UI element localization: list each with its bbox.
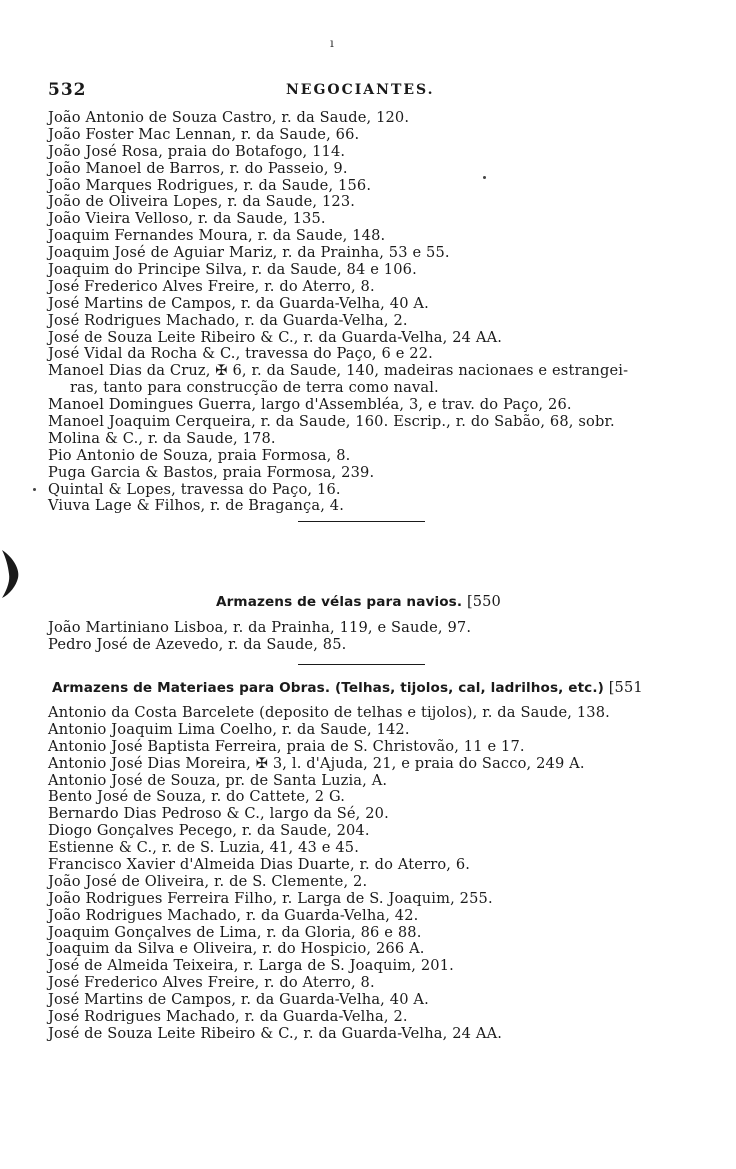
list-entry: Diogo Gonçalves Pecego, r. da Saude, 204. xyxy=(48,822,370,840)
running-title: NEGOCIANTES. xyxy=(286,82,435,98)
list-entry: João José Rosa, praia do Botafogo, 114. xyxy=(48,142,346,160)
merchant-list xyxy=(48,110,688,515)
list-entry: Pedro José de Azevedo, r. da Saude, 85. xyxy=(48,635,347,653)
page-edge-mark xyxy=(0,548,22,600)
page-header xyxy=(48,80,688,102)
list-entry: João Manoel de Barros, r. do Passeio, 9. xyxy=(48,159,348,177)
top-mark: ı xyxy=(330,36,334,50)
section-heading-materials-number: [551 xyxy=(608,679,643,696)
list-entry: Puga Garcia & Bastos, praia Formosa, 239. xyxy=(48,463,375,481)
section-heading-materials-title: Armazens de Materiaes para Obras. (Telhas, tijolos, cal, ladrilhos, etc.) xyxy=(52,680,604,696)
sails-list xyxy=(48,620,688,654)
list-entry: José Martins de Campos, r. da Guarda-Velha, 40 A. xyxy=(48,294,429,312)
section-heading-sails-title: Armazens de vélas para navios. xyxy=(216,594,463,610)
list-entry: Antonio José Dias Moreira, ✠ 3, l. d'Ajuda, 21, e praia do Sacco, 249 A. xyxy=(48,754,585,772)
list-entry: ras, tanto para construcção de terra como naval. xyxy=(70,379,439,397)
list-entry: Viuva Lage & Filhos, r. de Bragança, 4. xyxy=(48,497,345,515)
list-entry: Molina & C., r. da Saude, 178. xyxy=(48,429,276,447)
section-divider xyxy=(298,664,425,665)
list-entry: João Marques Rodrigues, r. da Saude, 156. xyxy=(48,176,372,194)
list-entry: Joaquim da Silva e Oliveira, r. do Hospicio, 266 A. xyxy=(48,940,425,958)
list-entry: Joaquim José de Aguiar Mariz, r. da Prainha, 53 e 55. xyxy=(48,244,450,262)
list-entry: Manoel Domingues Guerra, largo d'Assembléa, 3, e trav. do Paço, 26. xyxy=(48,396,572,414)
list-entry: Pio Antonio de Souza, praia Formosa, 8. xyxy=(48,446,351,464)
list-entry: Antonio da Costa Barcelete (deposito de telhas e tijolos), r. da Saude, 138. xyxy=(48,704,610,721)
list-entry: José de Souza Leite Ribeiro & C., r. da Guarda-Velha, 24 AA. xyxy=(48,328,503,346)
list-entry: Joaquim Gonçalves de Lima, r. da Gloria, 86 e 88. xyxy=(48,923,422,941)
list-entry: João Rodrigues Machado, r. da Guarda-Velha, 42. xyxy=(48,906,419,924)
speck-dot xyxy=(483,176,486,179)
list-entry: Francisco Xavier d'Almeida Dias Duarte, r. do Aterro, 6. xyxy=(48,856,471,874)
margin-dot xyxy=(33,488,36,491)
list-entry: Estienne & C., r. de S. Luzia, 41, 43 e 45. xyxy=(48,839,360,857)
list-entry: João Martiniano Lisboa, r. da Prainha, 119, e Saude, 97. xyxy=(48,619,472,636)
list-entry: João José de Oliveira, r. de S. Clemente, 2. xyxy=(48,872,368,890)
list-entry: Quintal & Lopes, travessa do Paço, 16. xyxy=(48,480,341,498)
list-entry: Joaquim Fernandes Moura, r. da Saude, 148. xyxy=(48,227,386,245)
list-entry: Antonio José de Souza, pr. de Santa Luzia, A. xyxy=(48,771,388,789)
section-heading-materials xyxy=(52,679,643,696)
list-entry: José Frederico Alves Freire, r. do Aterro, 8. xyxy=(48,974,375,992)
list-entry: José Rodrigues Machado, r. da Guarda-Velha, 2. xyxy=(48,1008,408,1026)
list-entry: José Martins de Campos, r. da Guarda-Velha, 40 A. xyxy=(48,991,429,1009)
list-entry: José Vidal da Rocha & C., travessa do Paço, 6 e 22. xyxy=(48,345,433,363)
list-entry: Antonio José Baptista Ferreira, praia de S. Christovão, 11 e 17. xyxy=(48,737,525,755)
list-entry: José de Almeida Teixeira, r. Larga de S. Joaquim, 201. xyxy=(48,957,454,975)
list-entry: João Antonio de Souza Castro, r. da Saude, 120. xyxy=(48,109,410,126)
list-entry: Manoel Dias da Cruz, ✠ 6, r. da Saude, 140, madeiras nacionaes e estrangei- xyxy=(48,362,629,380)
section-divider xyxy=(298,521,425,522)
section-heading-sails xyxy=(216,593,501,610)
list-entry: Bento José de Souza, r. do Cattete, 2 G. xyxy=(48,788,346,806)
list-entry: Antonio Joaquim Lima Coelho, r. da Saude, 142. xyxy=(48,720,410,738)
list-entry: José Rodrigues Machado, r. da Guarda-Velha, 2. xyxy=(48,311,408,329)
list-entry: Bernardo Dias Pedroso & C., largo da Sé, 20. xyxy=(48,805,389,823)
list-entry: Joaquim do Principe Silva, r. da Saude, 84 e 106. xyxy=(48,261,417,279)
list-entry: José Frederico Alves Freire, r. do Aterro, 8. xyxy=(48,277,375,295)
list-entry: João de Oliveira Lopes, r. da Saude, 123. xyxy=(48,193,356,211)
list-entry: João Vieira Velloso, r. da Saude, 135. xyxy=(48,210,326,228)
list-entry: João Rodrigues Ferreira Filho, r. Larga de S. Joaquim, 255. xyxy=(48,889,493,907)
building-materials-list xyxy=(48,705,688,1043)
section-heading-sails-number: [550 xyxy=(466,593,501,610)
list-entry: Manoel Joaquim Cerqueira, r. da Saude, 160. Escrip., r. do Sabão, 68, sobr. xyxy=(48,413,615,431)
page-number: 532 xyxy=(48,80,87,100)
list-entry: João Foster Mac Lennan, r. da Saude, 66. xyxy=(48,125,360,143)
list-entry: José de Souza Leite Ribeiro & C., r. da Guarda-Velha, 24 AA. xyxy=(48,1024,503,1042)
